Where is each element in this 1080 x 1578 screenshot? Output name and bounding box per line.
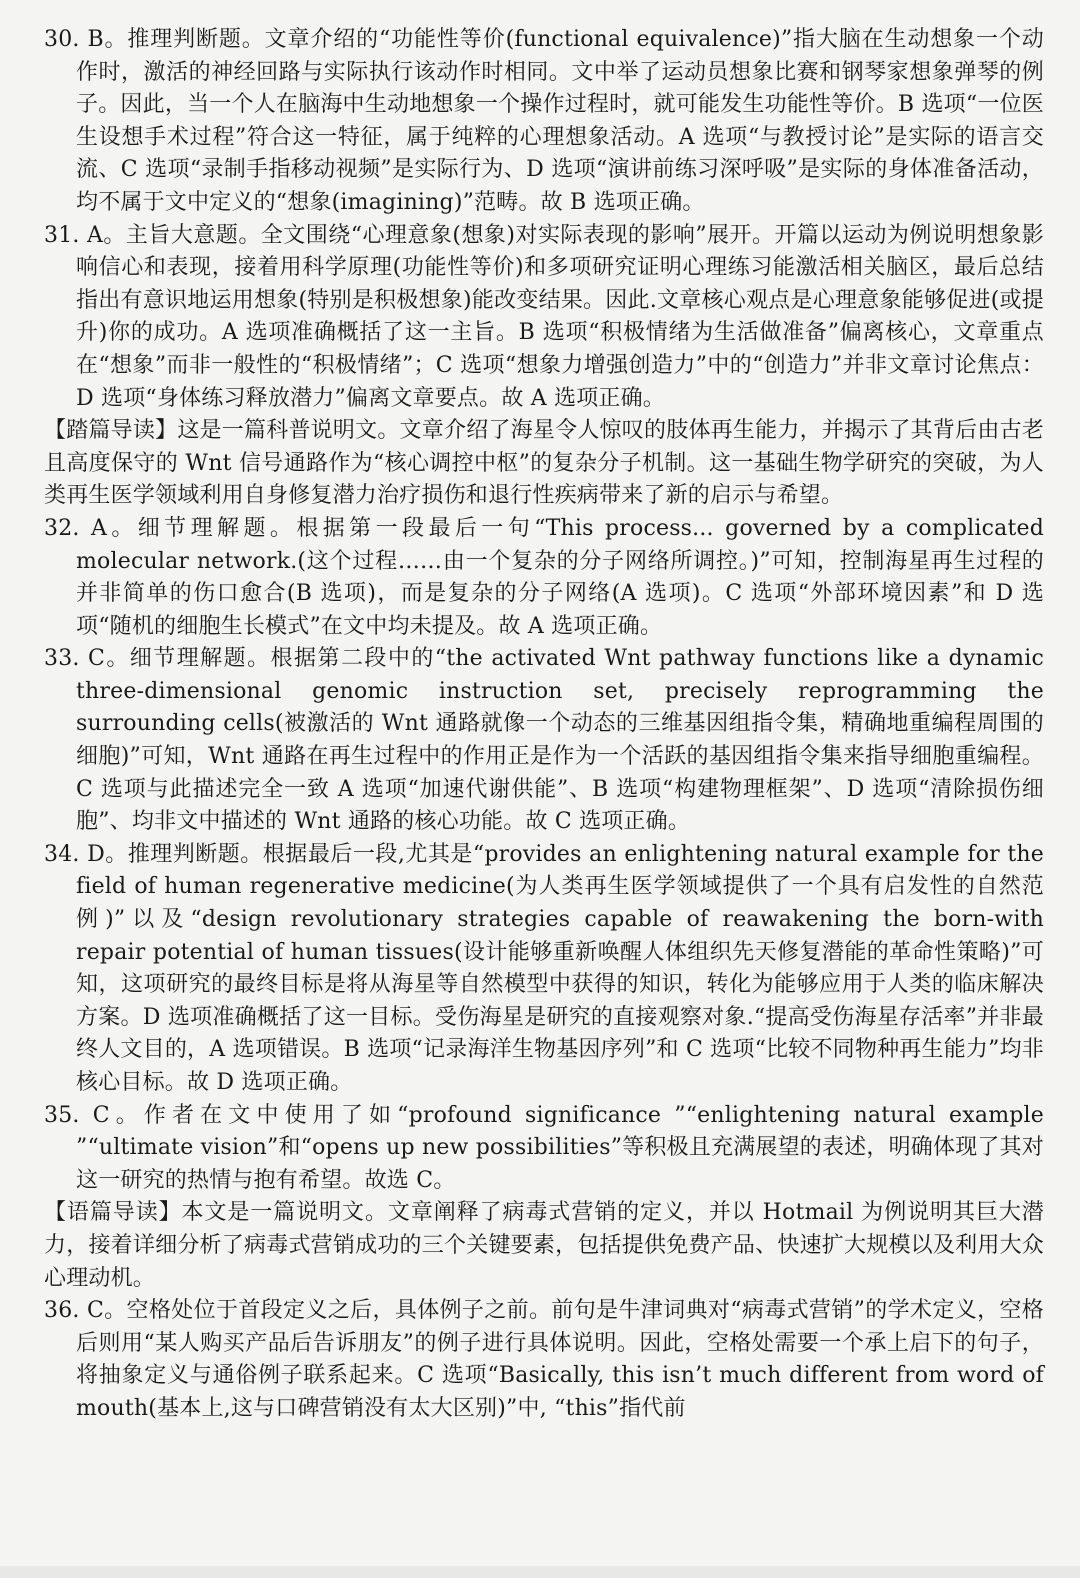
answer-36: 36. C。空格处位于首段定义之后，具体例子之前。前句是牛津词典对“病毒式营销”的学术定义，空格后则用“某人购买产品后告诉朋友”的例子进行具体说明。因此，空格处需要一个承上启下的句子，将抽象定义与通俗例子联系起来。C 选项“Basically, this isn’t much different from word of mouth(基本上,这与口碑营销没有太大区别)”中, “this”指代前: [44, 1298, 1044, 1421]
answer-32: 32. A。细节理解题。根据第一段最后一句“This process... governed by a complicated molecular network.(这个过程……由一个复杂的分子网络所调控。)”可知，控制海星再生过程的并非简单的伤口愈合(B 选项)，而是复杂的分子网络(A 选项)。C 选项“外部环境因素”和 D 选项“随机的细胞生长模式”在文中均未提及。故 A 选项正确。: [44, 515, 1044, 639]
answer-34: 34. D。推理判断题。根据最后一段,尤其是“provides an enlightening natural example for the field of human regenerative medicine(为人类再生医学领域提供了一个具有启发性的自然范例)”以及“design revolutionary strategies capable of reawakening the born-with repair potential of human tissues(设计能够重新唤醒人体组织先天修复潜能的革命性策略)”可知，这项研究的最终目标是将从海星等自然模型中获得的知识，转化为能够应用于人类的临床解决方案。D 选项准确概括了这一目标。受伤海星是研究的直接观察对象.“提高受伤海星存活率”并非最终人文目的，A 选项错误。B 选项“记录海洋生物基因序列”和 C 选项“比较不同物种再生能力”均非核心目标。故 D 选项正确。: [44, 841, 1044, 1095]
answer-explanations-page: [44, 24, 1044, 1426]
passage-guide-viral-marketing: 【语篇导读】本文是一篇说明文。文章阐释了病毒式营销的定义，并以 Hotmail 为例说明其巨大潜力，接着详细分析了病毒式营销成功的三个关键要素，包括提供免费产品、快速扩大规模以及利用大众心理动机。: [44, 1200, 1044, 1291]
page-bottom-edge: [0, 1566, 1080, 1578]
answer-33: 33. C。细节理解题。根据第二段中的“the activated Wnt pathway functions like a dynamic three-dimensional genomic instruction set, precisely reprogramming the surrounding cells(被激活的 Wnt 通路就像一个动态的三维基因组指令集，精确地重编程周围的细胞)”可知，Wnt 通路在再生过程中的作用正是作为一个活跃的基因组指令集来指导细胞重编程。C 选项与此描述完全一致 A 选项“加速代谢供能”、B 选项“构建物理框架”、D 选项“清除损伤细胞”、均非文中描述的 Wnt 通路的核心功能。故 C 选项正确。: [44, 646, 1044, 835]
passage-guide-starfish: 【踏篇导读】这是一篇科普说明文。文章介绍了海星令人惊叹的肢体再生能力，并揭示了其背后由古老且高度保守的 Wnt 信号通路作为“核心调控中枢”的复杂分子机制。这一基础生物学研究的突破，为人类再生医学领域利用自身修复潜力治疗损伤和退行性疾病带来了新的启示与希望。: [44, 418, 1044, 509]
answer-31: 31. A。主旨大意题。全文围绕“心理意象(想象)对实际表现的影响”展开。开篇以运动为例说明想象影响信心和表现，接着用科学原理(功能性等价)和多项研究证明心理练习能激活相关脑区，最后总结指出有意识地运用想象(特别是积极想象)能改变结果。因此.文章核心观点是心理意象能够促进(或提升)你的成功。A 选项准确概括了这一主旨。B 选项“积极情绪为生活做准备”偏离核心，文章重点在“想象”而非一般性的“积极情绪”；C 选项“想象力增强创造力”中的“创造力”并非文章讨论焦点：D 选项“身体练习释放潜力”偏离文章要点。故 A 选项正确。: [44, 222, 1044, 411]
answer-30: 30. B。推理判断题。文章介绍的“功能性等价(functional equivalence)”指大脑在生动想象一个动作时，激活的神经回路与实际执行该动作时相同。文中举了运动员想象比赛和钢琴家想象弹琴的例子。因此，当一个人在脑海中生动地想象一个操作过程时，就可能发生功能性等价。B 选项“一位医生设想手术过程”符合这一特征，属于纯粹的心理想象活动。A 选项“与教授讨论”是实际的语言交流、C 选项“录制手指移动视频”是实际行为、D 选项“演讲前练习深呼吸”是实际的身体准备活动，均不属于文中定义的“想象(imagining)”范畴。故 B 选项正确。: [44, 27, 1044, 215]
answer-35: 35. C。作者在文中使用了如“profound significance ”“enlightening natural example ”“ultimate vision”和“opens up new possibilities”等积极且充满展望的表述，明确体现了其对这一研究的热情与抱有希望。故选 C。: [44, 1102, 1044, 1193]
